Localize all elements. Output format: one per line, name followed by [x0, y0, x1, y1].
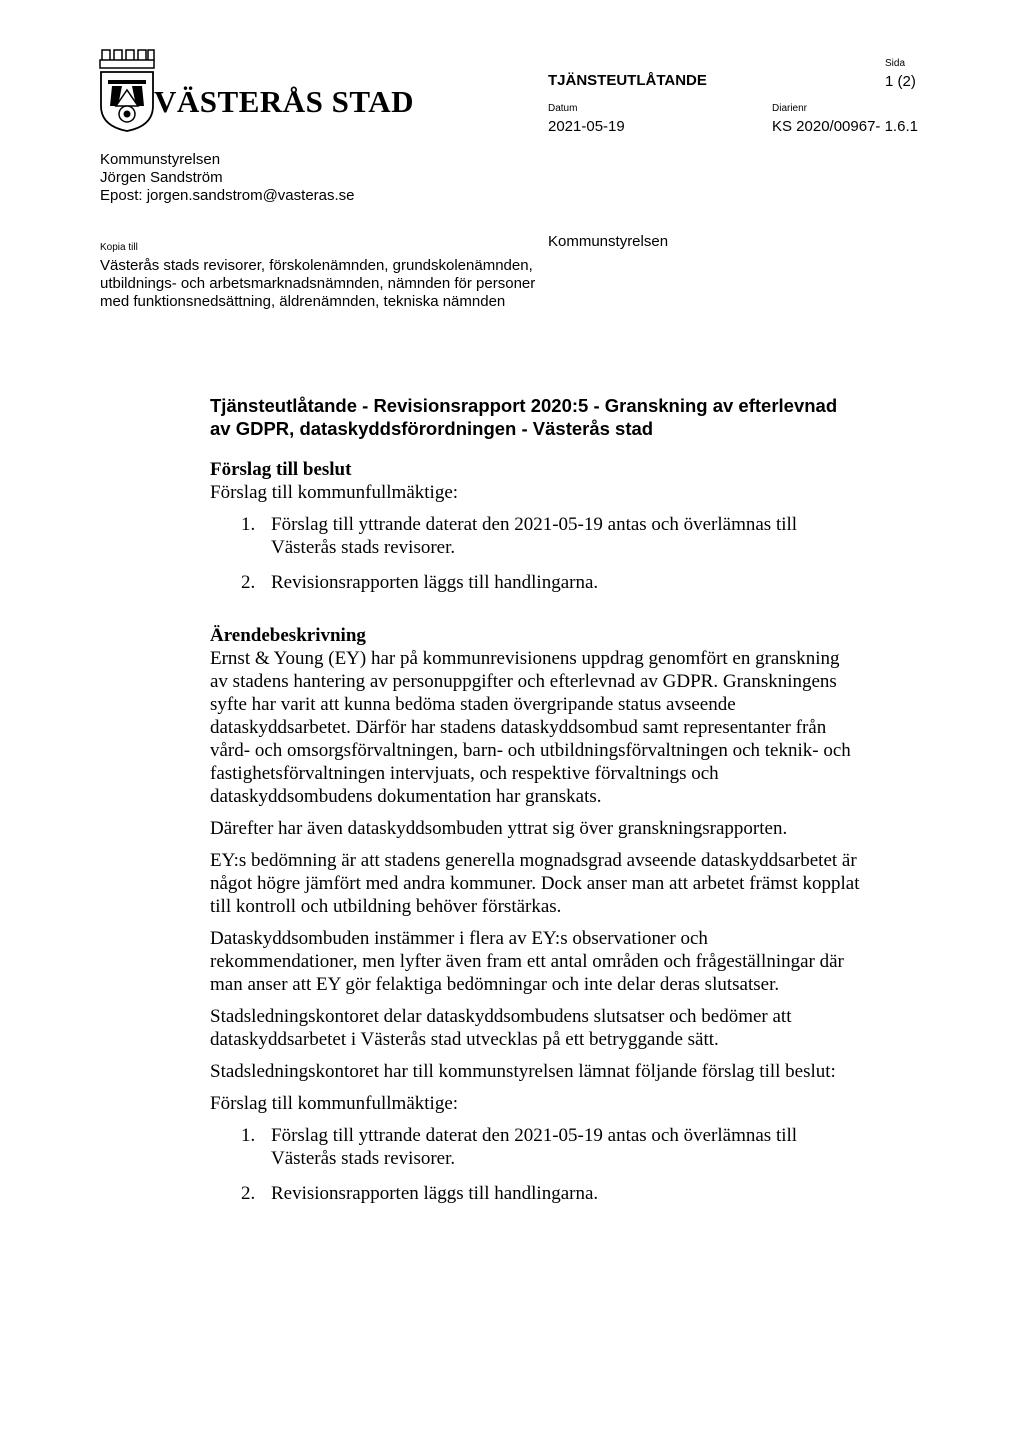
description-paragraph: Stadsledningskontoret har till kommunstyrelsen lämnat följande förslag till beslut:: [210, 1061, 836, 1082]
registration-number-value: KS 2020/00967- 1.6.1: [772, 118, 918, 135]
description-paragraph: Därefter har även dataskyddsombuden yttrat sig över granskningsrapporten.: [210, 818, 788, 839]
proposal-heading: Förslag till beslut: [210, 459, 352, 480]
description-paragraph: Dataskyddsombuden instämmer i flera av EY:s observationer och rekommendationer, men lyfter även fram ett antal områden och frågeställningar där man anser att EY gör felaktiga bedömningar och inte delar deras slutsatser.: [210, 928, 844, 995]
list-item: [210, 571, 860, 594]
recipient: Kommunstyrelsen: [548, 233, 669, 250]
description-paragraph: Ernst & Young (EY) har på kommunrevisionens uppdrag genomfört en granskning av stadens hantering av personuppgifter och efterlevnad av GDPR. Granskningens syfte har varit att kunna bedöma staden övergripande status avseende dataskyddsarbetet. Därför har stadens dataskyddsombud samt representanter från vård- och omsorgsförvaltningen, barn- och utbildningsförvaltningen och teknik- och fastighetsförvaltningen intervjuats, och respektive förvaltnings och dataskyddsombudens dokumentation har granskats.: [210, 648, 851, 807]
list-item-text: Revisionsrapporten läggs till handlingarna.: [271, 1183, 599, 1204]
list-item-text: Förslag till yttrande daterat den 2021-05-19 antas och överlämnas till Västerås stads revisorer.: [271, 1125, 798, 1169]
sender-email: Epost: jorgen.sandstrom@vasteras.se: [100, 187, 355, 204]
description-list: [210, 1124, 860, 1205]
page-number: 1 (2): [885, 73, 916, 90]
list-item-number: 1.: [241, 514, 256, 535]
org-name-logo-text: VÄSTERÅS STAD: [154, 84, 415, 119]
description-paragraph: EY:s bedömning är att stadens generella mognadsgrad avseende dataskyddsarbetet är något högre jämfört med andra kommuner. Dock anser man att arbetet främst kopplat till kontroll och utbildning behöver förstärkas.: [210, 850, 860, 917]
description-intro2: Förslag till kommunfullmäktige:: [210, 1093, 459, 1114]
list-item-number: 2.: [241, 1183, 256, 1204]
description-heading: Ärendebeskrivning: [210, 625, 366, 646]
sender-name: Jörgen Sandström: [100, 169, 223, 186]
list-item: [210, 1124, 860, 1170]
proposal-intro: Förslag till kommunfullmäktige:: [210, 482, 459, 503]
document-body: [210, 394, 860, 1217]
description-paragraph: Stadsledningskontoret delar dataskyddsombudens slutsatser och bedömer att dataskyddsarbetet i Västerås stad utvecklas på ett betryggande sätt.: [210, 1006, 792, 1050]
sender-unit: Kommunstyrelsen: [100, 151, 221, 168]
coat-of-arms-icon: [98, 46, 158, 132]
document-title: Tjänsteutlåtande - Revisionsrapport 2020:5 - Granskning av efterlevnad av GDPR, dataskyddsförordningen - Västerås stad: [210, 395, 838, 439]
document-type: TJÄNSTEUTLÅTANDE: [548, 72, 707, 89]
list-item-text: Revisionsrapporten läggs till handlingarna.: [271, 572, 599, 593]
registration-number-label: Diarienr: [772, 103, 808, 114]
date-value: 2021-05-19: [548, 118, 625, 135]
date-label: Datum: [548, 103, 578, 114]
copy-to-label: Kopia till: [100, 242, 138, 253]
page-label: Sida: [885, 58, 906, 69]
list-item-number: 2.: [241, 572, 256, 593]
list-item: [210, 1182, 860, 1205]
proposal-list: [210, 513, 860, 594]
copy-to-recipients: Västerås stads revisorer, förskolenämnden, grundskolenämnden, utbildnings- och arbetsmarknadsnämnden, nämnden för personer med funktionsnedsättning, äldrenämnden, tekniska nämnden: [100, 257, 536, 310]
list-item-text: Förslag till yttrande daterat den 2021-05-19 antas och överlämnas till Västerås stads revisorer.: [271, 514, 798, 558]
sender-block: [100, 151, 355, 205]
list-item-number: 1.: [241, 1125, 256, 1146]
list-item: [210, 513, 860, 559]
